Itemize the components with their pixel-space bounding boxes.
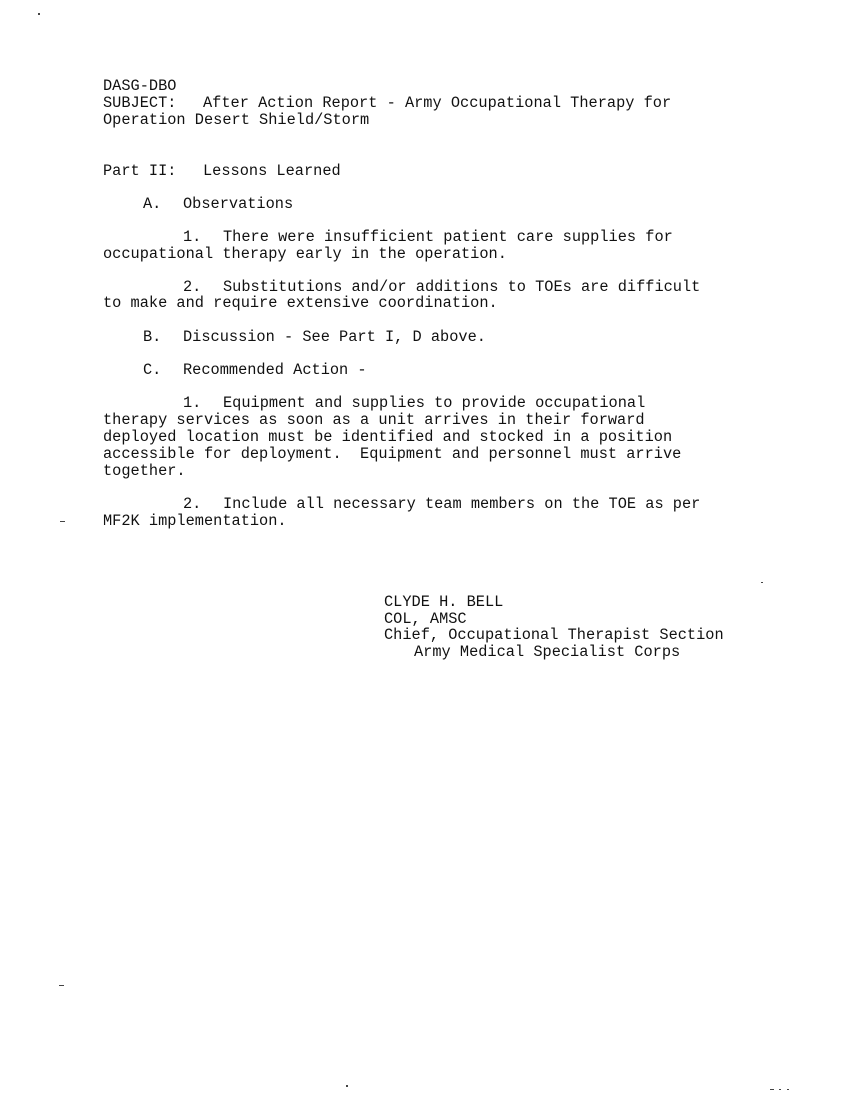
recommendation-2-number: 2. [183,495,202,513]
scan-speck [60,521,65,522]
observation-1-number: 1. [183,228,202,246]
part-heading-label: Part II: [103,162,177,180]
section-c-letter: C. [143,361,162,379]
signature-title: Chief, Occupational Therapist Section [384,626,724,644]
recommendation-1-continuation-4: together. [103,462,186,480]
scan-speck [779,1089,781,1090]
signature-rank: COL, AMSC [384,610,467,628]
recommendation-1-continuation-1: therapy services as soon as a unit arrives in their forward [103,411,645,429]
observation-1-line: There were insufficient patient care supplies for [223,228,673,246]
section-a-letter: A. [143,195,162,213]
subject-label: SUBJECT: [103,94,177,112]
office-symbol: DASG-DBO [103,77,177,95]
recommendation-1-continuation-2: deployed location must be identified and stocked in a position [103,428,673,446]
section-b-text: Discussion - See Part I, D above. [183,328,486,346]
recommendation-1-number: 1. [183,394,202,412]
subject-line-1: After Action Report - Army Occupational Therapy for [203,94,672,112]
signature-corps: Army Medical Specialist Corps [414,643,681,661]
observation-2-number: 2. [183,278,202,296]
section-c-title: Recommended Action - [183,361,367,379]
scan-speck [38,13,40,15]
scan-speck [59,985,64,986]
observation-2-continuation: to make and require extensive coordination. [103,294,498,312]
recommendation-1-line: Equipment and supplies to provide occupational [223,394,646,412]
observation-1-continuation: occupational therapy early in the operation. [103,245,507,263]
signature-name: CLYDE H. BELL [384,593,504,611]
scan-speck [761,582,763,583]
scan-speck [787,1089,789,1090]
recommendation-2-line: Include all necessary team members on the TOE as per [223,495,701,513]
scan-speck [346,1085,348,1087]
section-a-title: Observations [183,195,294,213]
part-heading-title: Lessons Learned [203,162,341,180]
recommendation-2-continuation: MF2K implementation. [103,512,287,530]
section-b-letter: B. [143,328,162,346]
scan-speck [770,1089,774,1090]
observation-2-line: Substitutions and/or additions to TOEs are difficult [223,278,701,296]
subject-line-2: Operation Desert Shield/Storm [103,111,370,129]
recommendation-1-continuation-3: accessible for deployment. Equipment and personnel must arrive [103,445,682,463]
